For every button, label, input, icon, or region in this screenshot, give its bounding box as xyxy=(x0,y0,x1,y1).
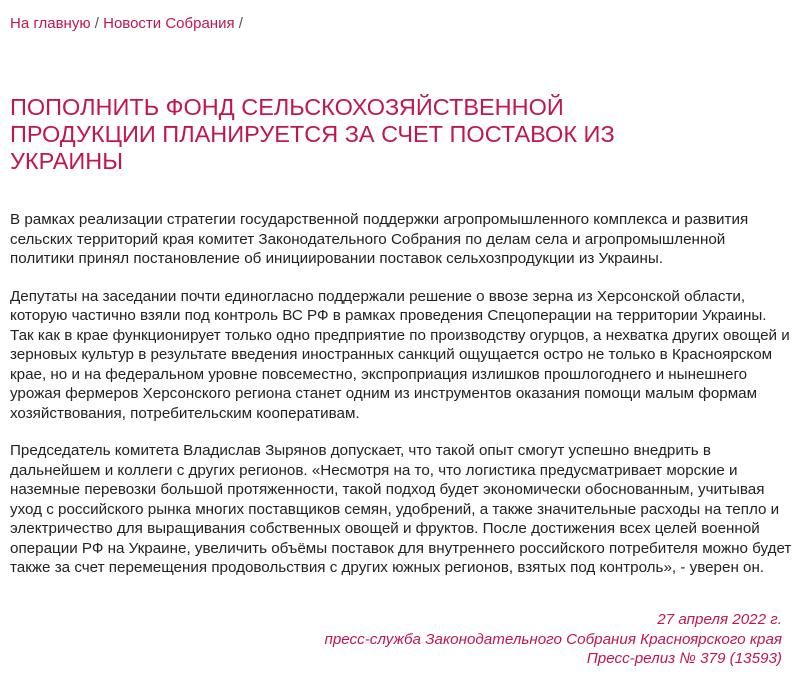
article-date: 27 апреля 2022 г. xyxy=(657,611,782,628)
breadcrumb-news-link[interactable]: Новости Собрания xyxy=(103,15,235,32)
article-title: ПОПОЛНИТЬ ФОНД СЕЛЬСКОХОЗЯЙСТВЕННОЙ ПРОДУКЦИИ ПЛАНИРУЕТСЯ ЗА СЧЕТ ПОСТАВОК ИЗ УКРАИНЫ xyxy=(10,94,615,174)
article-body xyxy=(10,210,792,596)
breadcrumb xyxy=(10,14,243,34)
article-paragraph: Председатель комитета Владислав Зырянов допускает, что такой опыт смогут успешно внедрить в дальнейшем и коллеги с других регионов. «Несмотря на то, что логистика предусматривает морские и наземные перевозки большой протяженности, такой подход будет экономически обоснованным, учитывая уход с российского рынка многих поставщиков семян, удобрений, а также значительные расходы на тепло и электричество для выращивания собственных овощей и фруктов. После достижения всех целей военной операции РФ на Украине, увеличить объёмы поставок для внутреннего российского потребителя можно будет также за счет перемещения продовольствия с других южных регионов, взятых под контроль», - уверен он. xyxy=(10,442,792,576)
article-signature xyxy=(324,610,782,669)
breadcrumb-separator-trailing: / xyxy=(238,15,243,32)
article-source: пресс-служба Законодательного Собрания Красноярского края xyxy=(324,630,782,648)
press-release-number: Пресс-релиз № 379 (13593) xyxy=(586,650,782,667)
breadcrumb-separator: / xyxy=(94,15,99,32)
article-paragraph: В рамках реализации стратегии государственной поддержки агропромышленного комплекса и развития сельских территорий края комитет Законодательного Собрания по делам села и агропромышленной политики принял постановление об инициировании поставок сельхозпродукции из Украины. xyxy=(10,211,749,267)
breadcrumb-home-link[interactable]: На главную xyxy=(10,15,91,32)
article-paragraph: Депутаты на заседании почти единогласно поддержали решение о ввозе зерна из Херсонской области, которую частично взяли под контроль ВС РФ в рамках проведения Спецоперации на территории Украины. Так как в крае функционирует только одно предприятие по производству огурцов, а нехватка других овощей и зерновых культур в результате введения иностранных санкций ощущается остро не только в Красноярском крае, но и на федеральном уровне повсеместно, экспроприация излишков прошлогоднего и нынешнего урожая фермеров Херсонского региона станет одним из инструментов оказания помощи малым формам хозяйствования, потребительским кооперативам. xyxy=(10,287,790,422)
